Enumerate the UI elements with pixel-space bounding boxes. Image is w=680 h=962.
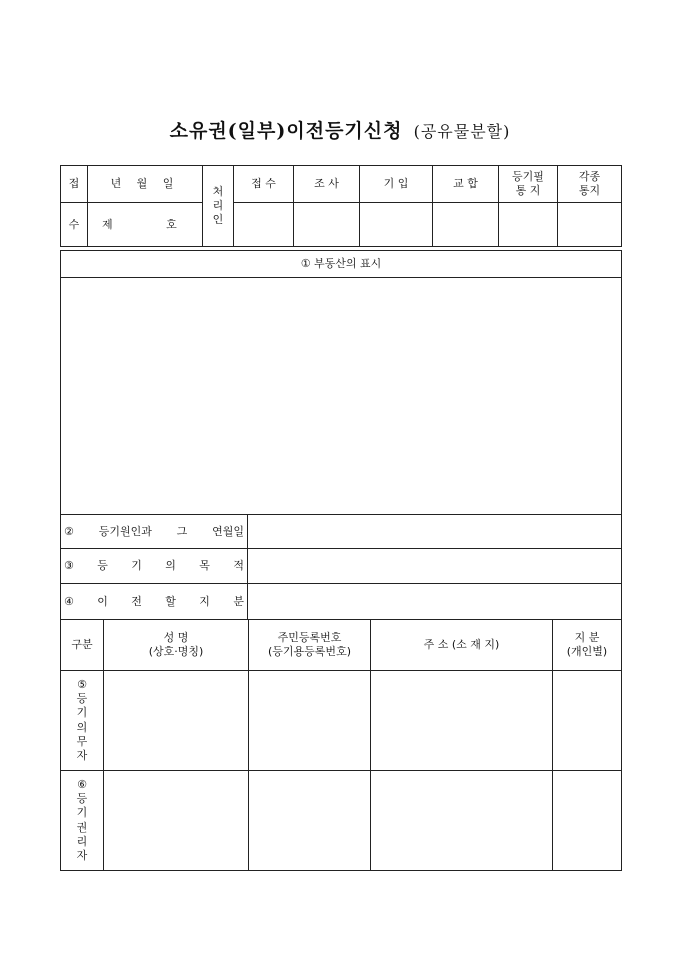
share-char-2: 전 bbox=[131, 594, 142, 608]
title-sub: (공유물분할) bbox=[413, 122, 511, 141]
purpose-char-4: 목 bbox=[199, 559, 210, 573]
verification-cell[interactable] bbox=[433, 203, 499, 247]
share-label bbox=[61, 584, 248, 620]
col-verification: 교 합 bbox=[433, 166, 499, 203]
col-receipt: 접 수 bbox=[234, 166, 294, 203]
cause-num: ② bbox=[64, 524, 74, 538]
purpose-value[interactable] bbox=[248, 549, 622, 584]
purpose-char-2: 기 bbox=[131, 559, 142, 573]
receipt-number-label-text: 제 호 bbox=[102, 217, 177, 231]
obligor-address-cell[interactable] bbox=[371, 671, 553, 771]
receipt-table bbox=[60, 165, 622, 247]
receipt-label-jeop: 접 bbox=[61, 166, 88, 203]
col-completion-notice: 등기필 통 지 bbox=[499, 166, 558, 203]
col-various-notice: 각종 통지 bbox=[558, 166, 622, 203]
right-holder-share-cell[interactable] bbox=[553, 771, 622, 871]
purpose-char-1: 등 bbox=[97, 559, 108, 573]
receipt-number-label bbox=[88, 203, 203, 247]
cause-word-1: 등기원인과 bbox=[98, 524, 152, 538]
property-description-area[interactable] bbox=[61, 278, 622, 515]
processor-label: 처 리 인 bbox=[203, 166, 234, 247]
receipt-cell[interactable] bbox=[234, 203, 294, 247]
property-header: ① 부동산의 표시 bbox=[61, 251, 622, 278]
cause-value[interactable] bbox=[248, 515, 622, 549]
inspection-cell[interactable] bbox=[294, 203, 360, 247]
obligor-label: ⑤ 등 기 의 무 자 bbox=[61, 671, 104, 771]
right-holder-address-cell[interactable] bbox=[371, 771, 553, 871]
purpose-char-5: 적 bbox=[233, 559, 244, 573]
property-table bbox=[60, 250, 622, 620]
header-name: 성 명 (상호·명칭) bbox=[104, 620, 249, 671]
parties-table bbox=[60, 619, 622, 871]
obligor-name-cell[interactable] bbox=[104, 671, 249, 771]
share-char-5: 분 bbox=[233, 594, 244, 608]
obligor-id-cell[interactable] bbox=[249, 671, 371, 771]
share-value[interactable] bbox=[248, 584, 622, 620]
share-num: ④ bbox=[64, 594, 74, 608]
right-holder-id-cell[interactable] bbox=[249, 771, 371, 871]
col-inspection: 조 사 bbox=[294, 166, 360, 203]
share-char-3: 할 bbox=[165, 594, 176, 608]
purpose-label bbox=[61, 549, 248, 584]
share-char-1: 이 bbox=[97, 594, 108, 608]
receipt-date-label: 년 월 일 bbox=[88, 166, 203, 203]
completion-notice-cell[interactable] bbox=[499, 203, 558, 247]
header-address: 주 소 (소 재 지) bbox=[371, 620, 553, 671]
title-main: 소유권(일부)이전등기신청 bbox=[169, 120, 403, 142]
document-title bbox=[0, 116, 680, 143]
purpose-char-3: 의 bbox=[165, 559, 176, 573]
receipt-label-su: 수 bbox=[61, 203, 88, 247]
various-notice-cell[interactable] bbox=[558, 203, 622, 247]
cause-label bbox=[61, 515, 248, 549]
header-category: 구분 bbox=[61, 620, 104, 671]
obligor-share-cell[interactable] bbox=[553, 671, 622, 771]
entry-cell[interactable] bbox=[360, 203, 433, 247]
header-share: 지 분 (개인별) bbox=[553, 620, 622, 671]
purpose-num: ③ bbox=[64, 559, 74, 573]
col-entry: 기 입 bbox=[360, 166, 433, 203]
right-holder-name-cell[interactable] bbox=[104, 771, 249, 871]
share-char-4: 지 bbox=[199, 594, 210, 608]
cause-word-2: 그 bbox=[176, 524, 188, 538]
cause-word-3: 연월일 bbox=[212, 524, 244, 538]
header-id: 주민등록번호 (등기용등록번호) bbox=[249, 620, 371, 671]
right-holder-label: ⑥ 등 기 권 리 자 bbox=[61, 771, 104, 871]
